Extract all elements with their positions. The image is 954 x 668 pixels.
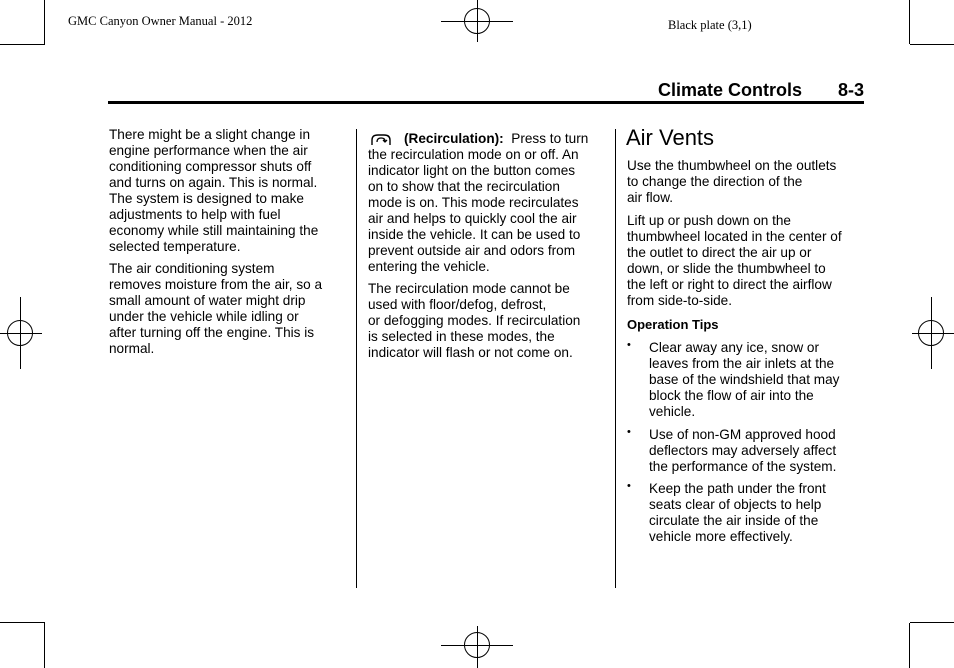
paragraph: The air conditioning system removes moisture from the air, so a small amount of water might drip under the vehicle while idling or after turning off the engine. This is normal. xyxy=(109,261,323,356)
paragraph: Use the thumbwheel on the outlets to change the direction of the air flow. xyxy=(627,158,837,205)
bullet-icon: • xyxy=(627,480,631,492)
section-heading: Air Vents xyxy=(626,125,715,150)
section-title: Climate Controls xyxy=(658,80,803,100)
header-rule xyxy=(108,101,864,104)
recirculation-label: (Recirculation): xyxy=(404,131,504,146)
manual-title: GMC Canyon Owner Manual - 2012 xyxy=(68,14,253,28)
paragraph: the recirculation mode on or off. An indicator light on the button comes on to show that the recirculation mode is on. This mode recirculates air and helps to quickly cool the air inside the vehicle. It can be used to prevent outside air and odors from entering the vehicle. xyxy=(368,147,581,274)
paragraph: Lift up or push down on the thumbwheel located in the center of the outlet to direct the air up or down, or slide the thumbwheel to the left or right to direct the airflow from side-to-side. xyxy=(627,213,842,308)
subheading: Operation Tips xyxy=(627,317,719,332)
bullet-icon: • xyxy=(627,339,631,351)
column-divider xyxy=(615,129,616,588)
recirculation-icon xyxy=(369,132,393,147)
paragraph: The recirculation mode cannot be used with floor/defog, defrost, or defogging modes. If recirculation is selected in these modes, the indicator will flash or not come on. xyxy=(368,281,581,360)
list-item-text: Use of non-GM approved hood deflectors may adversely affect the performance of the system. xyxy=(649,427,837,474)
bullet-icon: • xyxy=(627,426,631,438)
page-number: 8-3 xyxy=(838,80,865,100)
plate-label: Black plate (3,1) xyxy=(668,18,752,32)
list-item-text: Keep the path under the front seats clear of objects to help circulate the air inside of the vehicle more effectively. xyxy=(649,481,826,544)
recirculation-first-text: Press to turn xyxy=(511,131,589,146)
recirculation-first-line xyxy=(404,131,588,147)
paragraph: There might be a slight change in engine performance when the air conditioning compressor shuts off and turns on again. This is normal. The system is designed to make adjustments to help with fuel economy while still maintaining the selected temperature. xyxy=(109,127,319,254)
list-item-text: Clear away any ice, snow or leaves from the air inlets at the base of the windshield that may block the flow of air into the vehicle. xyxy=(649,340,840,419)
column-divider xyxy=(356,129,357,588)
